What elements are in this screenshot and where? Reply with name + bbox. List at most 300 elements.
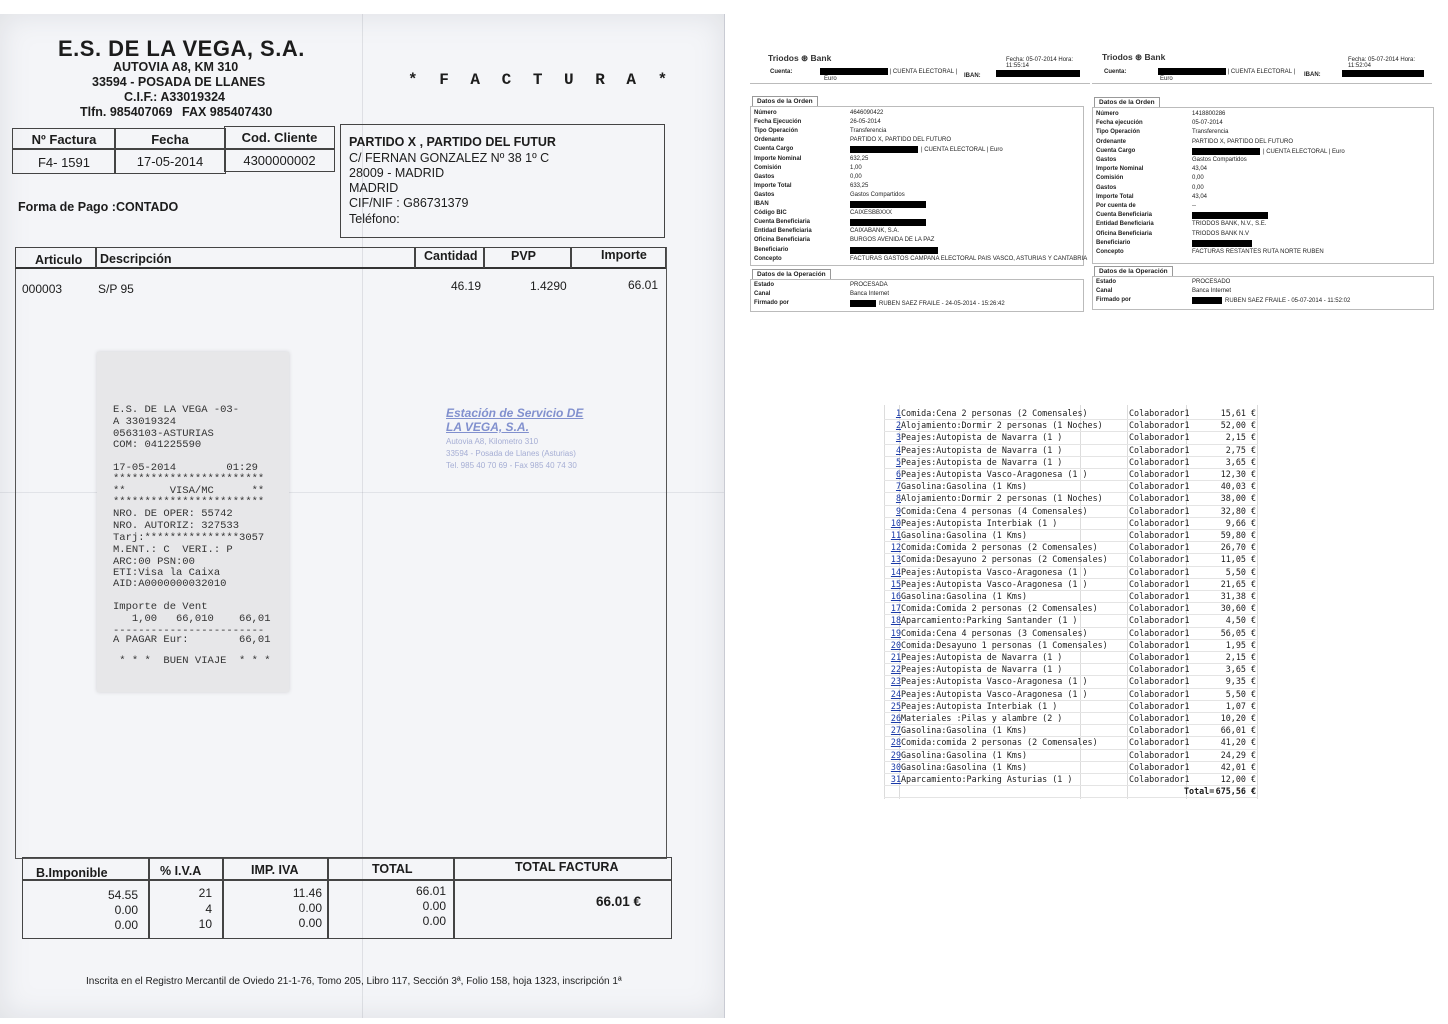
expense-number-link[interactable]: 30 — [890, 761, 901, 772]
field-value: BURGOS AVENIDA DE LA PAZ — [850, 237, 935, 244]
expense-collaborator: Colaborador1 — [1129, 591, 1190, 601]
field-label: Importe Nominal — [754, 155, 802, 162]
field-label: Estado — [754, 282, 775, 288]
field-label: Importe Nominal — [1096, 166, 1144, 173]
redacted-block — [996, 70, 1080, 77]
iban-value — [1342, 70, 1424, 77]
company-name: E.S. DE LA VEGA, S.A. — [58, 36, 305, 61]
receipt-line: ************************ — [113, 473, 265, 485]
expense-description: Alojamiento:Dormir 2 personas (1 Noches) — [901, 420, 1103, 431]
expense-collaborator: Colaborador1 — [1129, 774, 1190, 784]
expense-collaborator: Colaborador1 — [1129, 444, 1190, 455]
expense-number-link[interactable]: 1 — [895, 408, 901, 418]
receipt-line: E.S. DE LA VEGA -03- — [113, 404, 240, 416]
expense-collaborator: Colaborador1 — [1129, 615, 1190, 626]
client-code: 4300000002 — [224, 148, 335, 172]
bank-field-row — [1096, 120, 1426, 129]
field-label: Cuenta Cargo — [754, 146, 794, 153]
order-section-title: Datos de la Orden — [1094, 97, 1160, 107]
bank-field-row — [754, 300, 1084, 309]
bank-field-row — [1096, 279, 1426, 288]
expense-number-link[interactable]: 24 — [890, 688, 901, 699]
item-description: S/P 95 — [98, 282, 134, 296]
expense-number-link[interactable]: 27 — [890, 725, 901, 736]
field-label: Importe Total — [1096, 193, 1134, 200]
field-label: Concepto — [754, 255, 782, 262]
expense-number-link[interactable]: 29 — [890, 749, 901, 760]
field-value: PARTIDO X, PARTIDO DEL FUTURO — [1192, 138, 1294, 145]
receipt-line: ------------------------ — [113, 625, 265, 637]
field-label: Estado — [1096, 279, 1117, 285]
iva-amount: 0.00 — [298, 901, 322, 915]
redacted-block — [1158, 68, 1226, 75]
expense-collaborator: Colaborador1 — [1129, 603, 1190, 614]
field-value: 1418800286 — [1192, 111, 1226, 117]
expense-description: Peajes:Autopista Vasco-Aragonesa (1 ) — [901, 688, 1088, 699]
field-label: IBAN — [754, 201, 769, 207]
field-value: PROCESADA — [850, 282, 888, 288]
expense-number-link[interactable]: 10 — [890, 517, 901, 528]
base-value: 0.00 — [114, 903, 138, 917]
receipt-line: Tarj:***************3057 — [113, 532, 265, 544]
field-value — [850, 201, 929, 208]
iva-rate: 10 — [198, 917, 212, 931]
expense-description: Comida:Comida 2 personas (2 Comensales) — [901, 603, 1098, 614]
expense-row — [884, 675, 1258, 688]
field-value: Transferencia — [1192, 129, 1229, 136]
expense-description: Peajes:Autopista Vasco-Aragonesa (1 ) — [901, 578, 1088, 589]
expense-description: Gasolina:Gasolina (1 Kms) — [901, 481, 1028, 492]
expense-row — [884, 505, 1258, 518]
client-address: C/ FERNAN GONZALEZ Nº 38 1º C — [349, 151, 550, 165]
expense-description: Comida:Comida 2 personas (2 Comensales) — [901, 542, 1098, 553]
bank-field-row — [754, 137, 1084, 146]
base-value: 0.00 — [114, 918, 138, 932]
receipt-line: ** VISA/MC ** — [113, 485, 265, 497]
field-label: Oficina Beneficiaria — [1096, 230, 1153, 237]
expense-description: Peajes:Autopista de Navarra (1 ) — [901, 652, 1063, 662]
iva-rate: 4 — [205, 902, 212, 916]
account-value: | CUENTA ELECTORAL | — [820, 68, 957, 75]
expense-row — [884, 614, 1258, 627]
operation-section-title: Datos de la Operación — [752, 269, 831, 279]
field-value: TRIODOS BANK N.V — [1192, 230, 1250, 237]
expense-collaborator: Colaborador1 — [1129, 676, 1190, 687]
redacted-block — [1192, 297, 1222, 304]
expense-collaborator: Colaborador1 — [1129, 420, 1190, 431]
receipt-line: 0563103-ASTURIAS — [113, 428, 214, 440]
stamp-line: Tel. 985 40 70 69 - Fax 985 40 74 30 — [446, 461, 577, 470]
expense-number-link[interactable]: 4 — [895, 444, 901, 455]
receipt-line: ************************ — [113, 496, 265, 508]
receipt-line: ETI:Visa la Caixa — [113, 567, 221, 579]
company-stamp — [446, 406, 596, 470]
expense-description: Comida:Desayuno 2 personas (2 Comensales) — [901, 554, 1108, 565]
expense-number-link[interactable]: 12 — [890, 542, 901, 553]
field-value: Gastos Compartidos — [850, 191, 905, 198]
expense-description: Materiales :Pilas y alambre (2 ) — [901, 713, 1063, 723]
bank-field-row — [1096, 139, 1426, 148]
iva-rate: 21 — [198, 886, 212, 900]
expense-amount: 9,66 € — [1225, 517, 1256, 528]
col-total: TOTAL — [372, 862, 413, 876]
field-label: Gastos — [754, 173, 775, 180]
bank-field-row — [754, 219, 1084, 228]
client-name: PARTIDO X , PARTIDO DEL FUTUR — [349, 135, 556, 149]
field-label: Gastos — [1096, 157, 1117, 163]
expense-amount: 52,00 € — [1220, 420, 1256, 431]
invoice-number: F4- 1591 — [12, 148, 116, 174]
statement-date: Fecha: 05-07-2014 Hora: 11:55:14 — [1006, 57, 1074, 69]
field-value: TRIODOS BANK, N.V., S.E. — [1192, 221, 1267, 228]
expense-number-link[interactable]: 21 — [890, 652, 901, 662]
expense-row — [884, 456, 1258, 469]
bank-field-row — [1096, 175, 1426, 184]
expense-description: Gasolina:Gasolina (1 Kms) — [901, 725, 1028, 736]
expense-number-link[interactable]: 31 — [890, 774, 901, 784]
field-value: PARTIDO X, PARTIDO DEL FUTURO — [850, 137, 952, 144]
expense-description: Comida:Cena 2 personas (2 Comensales) — [901, 408, 1088, 418]
expense-number-link[interactable]: 25 — [890, 700, 901, 711]
redacted-block — [820, 68, 888, 75]
field-label: Entidad Beneficiaria — [1096, 221, 1154, 228]
expense-collaborator: Colaborador1 — [1129, 566, 1190, 577]
expense-number-link[interactable]: 20 — [890, 639, 901, 650]
expense-number-link[interactable]: 13 — [890, 554, 901, 565]
expense-description: Peajes:Autopista Vasco-Aragonesa (1 ) — [901, 566, 1088, 577]
expense-amount: 5,50 € — [1225, 566, 1256, 577]
col-iva: % I.V.A — [160, 864, 202, 878]
total-factura-value: 66.01 € — [596, 894, 642, 909]
field-label: Beneficiario — [1096, 239, 1131, 246]
expense-amount: 41,20 € — [1220, 737, 1256, 748]
redacted-block — [850, 300, 876, 307]
expense-amount: 3,65 € — [1225, 664, 1256, 675]
redacted-block — [1192, 240, 1252, 247]
client-province: MADRID — [349, 181, 399, 195]
field-label: Número — [1096, 111, 1119, 117]
stamp-title: Estación de Servicio DE LA VEGA, S.A. — [446, 406, 584, 434]
expense-amount: 56,05 € — [1220, 627, 1256, 638]
receipt-line: 1,00 66,010 66,01 — [113, 613, 271, 625]
receipt-line: A PAGAR Eur: 66,01 — [113, 634, 271, 646]
redacted-block — [1192, 212, 1268, 219]
expense-number-link[interactable]: 14 — [890, 566, 901, 577]
expense-number-link[interactable]: 22 — [890, 664, 901, 675]
field-label: Fecha Ejecución — [754, 119, 802, 126]
expense-collaborator: Colaborador1 — [1129, 688, 1190, 699]
expense-total-row — [884, 785, 1258, 798]
iban-label: IBAN: — [964, 73, 981, 79]
operation-section-title: Datos de la Operación — [1094, 266, 1173, 276]
expense-amount: 15,61 € — [1220, 408, 1256, 418]
field-label: Comisión — [754, 164, 782, 171]
expense-number-link[interactable]: 2 — [895, 420, 901, 431]
expense-row — [884, 663, 1258, 676]
expense-row — [884, 553, 1258, 566]
iban-label: IBAN: — [1304, 72, 1321, 78]
item-price: 1.4290 — [530, 279, 567, 293]
field-value: Banca Internet — [850, 291, 890, 298]
expense-collaborator: Colaborador1 — [1129, 517, 1190, 528]
field-label: Canal — [1096, 288, 1113, 295]
expense-collaborator: Colaborador1 — [1129, 530, 1190, 540]
expense-description: Gasolina:Gasolina (1 Kms) — [901, 591, 1028, 601]
expense-number-link[interactable]: 28 — [890, 737, 901, 748]
receipt-line: COM: 041225590 — [113, 439, 202, 451]
redacted-block — [850, 219, 926, 226]
bank-logo: Triodos ⊛ Bank — [768, 53, 832, 63]
expense-row — [884, 627, 1258, 640]
bank-field-row — [754, 146, 1084, 155]
expense-row — [884, 480, 1258, 493]
expense-number-link[interactable]: 11 — [890, 530, 901, 540]
expense-collaborator: Colaborador1 — [1129, 578, 1190, 589]
expense-collaborator: Colaborador1 — [1129, 408, 1190, 418]
expense-description: Alojamiento:Dormir 2 personas (1 Noches) — [901, 493, 1103, 504]
expense-description: Peajes:Autopista Interbiak (1 ) — [901, 700, 1058, 711]
receipt-line: 17-05-2014 01:29 — [113, 462, 258, 474]
bank-field-row — [754, 291, 1084, 300]
bank-field-row — [1096, 185, 1426, 194]
field-label: Código BIC — [754, 210, 787, 217]
account-currency: Euro — [1160, 76, 1173, 82]
expense-row — [884, 419, 1258, 432]
bank-field-row — [754, 128, 1084, 137]
expense-number-link[interactable]: 18 — [890, 615, 901, 626]
client-box — [340, 124, 665, 238]
field-label: Por cuenta de — [1096, 203, 1136, 209]
field-label: Gastos — [754, 191, 775, 198]
expense-amount: 5,50 € — [1225, 688, 1256, 699]
bank-field-row — [1096, 203, 1426, 212]
bank-field-row — [754, 156, 1084, 165]
expense-row — [884, 566, 1258, 579]
bank-field-row — [1096, 166, 1426, 175]
col-descripcion: Descripción — [100, 252, 172, 266]
bank-field-row — [754, 201, 1084, 210]
item-amount: 66.01 — [628, 278, 659, 292]
expense-description: Aparcamiento:Parking Santander (1 ) — [901, 615, 1078, 626]
statement-date: Fecha: 05-07-2014 Hora: 11:52:04 — [1348, 57, 1416, 69]
redacted-block — [850, 247, 938, 254]
invoice-date: 17-05-2014 — [114, 148, 226, 174]
expense-description: Comida:comida 2 personas (2 Comensales) — [901, 737, 1098, 748]
expense-amount: 3,65 € — [1225, 456, 1256, 467]
field-label: Concepto — [1096, 249, 1124, 255]
bank-field-row — [754, 165, 1084, 174]
item-code: 000003 — [22, 282, 63, 296]
expense-collaborator: Colaborador1 — [1129, 639, 1190, 650]
expense-collaborator: Colaborador1 — [1129, 713, 1190, 723]
iva-amount: 0.00 — [298, 916, 322, 930]
payment-method: CONTADO — [116, 200, 179, 214]
field-label: Fecha ejecución — [1096, 120, 1143, 127]
receipt-line: NRO. AUTORIZ: 327533 — [113, 520, 240, 532]
expense-description: Gasolina:Gasolina (1 Kms) — [901, 530, 1028, 540]
field-value: | CUENTA ELECTORAL | Euro — [1192, 148, 1345, 155]
expense-description: Peajes:Autopista Interbiak (1 ) — [901, 517, 1058, 528]
redacted-block — [850, 146, 918, 153]
expense-collaborator: Colaborador1 — [1129, 481, 1190, 492]
expense-amount: 40,03 € — [1220, 481, 1256, 492]
field-value: 0,00 — [1192, 175, 1204, 182]
field-value: 05-07-2014 — [1192, 120, 1223, 127]
iva-amount: 11.46 — [292, 886, 322, 900]
bank-field-row — [1096, 297, 1426, 306]
expense-number-link[interactable]: 16 — [890, 591, 901, 601]
expense-amount: 2,15 € — [1225, 432, 1256, 443]
col-articulo: Articulo — [35, 253, 83, 267]
bank-field-row — [754, 237, 1084, 246]
expense-collaborator: Colaborador1 — [1129, 737, 1190, 748]
expense-amount: 32,80 € — [1220, 505, 1256, 516]
expense-amount: 31,38 € — [1220, 591, 1256, 601]
expense-number-link[interactable]: 8 — [895, 493, 901, 504]
expense-number-link[interactable]: 23 — [890, 676, 901, 687]
expense-row — [884, 724, 1258, 737]
expense-amount: 24,29 € — [1220, 749, 1256, 760]
expense-row — [884, 700, 1258, 713]
redacted-block — [850, 201, 926, 208]
expense-collaborator: Colaborador1 — [1129, 725, 1190, 736]
client-city: 28009 - MADRID — [349, 166, 445, 180]
invoice-page — [0, 14, 725, 1018]
expense-number-link[interactable]: 3 — [895, 432, 901, 443]
field-value: Transferencia — [850, 128, 887, 135]
company-address: 33594 - POSADA DE LLANES — [92, 75, 266, 89]
company-phone: Tlfn. 985407069 — [80, 105, 173, 119]
expense-number-link[interactable]: 5 — [895, 456, 901, 467]
expense-number-link[interactable]: 15 — [890, 578, 901, 589]
bank-field-row — [1096, 240, 1426, 249]
field-value: 26-05-2014 — [850, 119, 881, 126]
field-value — [850, 247, 941, 254]
redacted-block — [1342, 70, 1424, 77]
expense-description: Peajes:Autopista de Navarra (1 ) — [901, 456, 1063, 467]
bank-statement-2 — [1092, 38, 1437, 310]
field-label: Cuenta Beneficiaria — [1096, 212, 1153, 219]
field-label: Ordenante — [1096, 138, 1127, 145]
field-value: Gastos Compartidos — [1192, 157, 1247, 163]
expense-amount: 26,70 € — [1220, 542, 1256, 553]
field-value: 633,25 — [850, 182, 869, 189]
field-label: Tipo Operación — [754, 128, 798, 135]
registry-footer: Inscrita en el Registro Mercantil de Oviedo 21-1-76, Tomo 205, Libro 117, Sección 3ª, Folio 158, hoja 1323, inscripción 1ª — [86, 976, 622, 987]
expense-description: Gasolina:Gasolina (1 Kms) — [901, 761, 1028, 772]
bank-field-row — [754, 192, 1084, 201]
field-value: CAIXABANK, S.A. — [850, 228, 900, 235]
expense-description: Comida:Cena 4 personas (3 Comensales) — [901, 627, 1088, 638]
expense-description: Peajes:Autopista de Navarra (1 ) — [901, 664, 1063, 675]
expense-description: Gasolina:Gasolina (1 Kms) — [901, 749, 1028, 760]
field-value: RUBEN SAEZ FRAILE - 24-05-2014 - 15:26:42 — [850, 300, 1005, 307]
expense-number-link[interactable]: 26 — [890, 713, 901, 723]
expense-amount: 1,07 € — [1225, 700, 1256, 711]
field-label: Cuenta Cargo — [1096, 147, 1136, 154]
expense-amount: 59,80 € — [1220, 530, 1256, 540]
field-label: Comisión — [1096, 175, 1124, 182]
field-value: -- — [1192, 203, 1196, 209]
expense-collaborator: Colaborador1 — [1129, 432, 1190, 443]
expense-amount: 30,60 € — [1220, 603, 1256, 614]
col-base: B.Imponible — [36, 866, 108, 880]
expense-number-link[interactable]: 9 — [895, 505, 901, 516]
bank-field-row — [754, 183, 1084, 192]
field-value: RUBEN SAEZ FRAILE - 05-07-2014 - 11:52:02 — [1192, 297, 1350, 304]
bank-field-row — [1096, 129, 1426, 138]
client-phone: Teléfono: — [349, 212, 400, 226]
field-value: CAIXESBBXXX — [850, 210, 893, 217]
expense-amount: 2,75 € — [1225, 444, 1256, 455]
account-value: | CUENTA ELECTORAL | — [1158, 68, 1295, 75]
expense-number-link[interactable]: 17 — [890, 603, 901, 614]
order-section-title: Datos de la Orden — [752, 96, 818, 106]
company-fax: FAX 985407430 — [182, 105, 273, 119]
expense-description: Peajes:Autopista de Navarra (1 ) — [901, 444, 1063, 455]
invoice-number-header: Nº Factura — [12, 128, 116, 150]
field-label: Entidad Beneficiaria — [754, 228, 812, 235]
expense-row — [884, 541, 1258, 554]
field-value: 1,00 — [850, 164, 862, 171]
receipt-line: M.ENT.: C VERI.: P — [113, 544, 233, 556]
field-value — [1192, 212, 1271, 219]
total-value: 0.00 — [422, 914, 446, 928]
field-value: FACTURAS RESTANTES RUTA NORTE RUBEN — [1192, 249, 1324, 255]
expense-amount: 2,15 € — [1225, 652, 1256, 662]
expense-amount: 38,00 € — [1220, 493, 1256, 504]
account-label: Cuenta: — [770, 69, 793, 75]
expense-collaborator: Colaborador1 — [1129, 554, 1190, 565]
expense-row — [884, 444, 1258, 457]
expense-collaborator: Colaborador1 — [1129, 749, 1190, 760]
expense-amount: 42,01 € — [1220, 761, 1256, 772]
receipt-line: A 33019324 — [113, 416, 177, 428]
bank-field-row — [1096, 194, 1426, 203]
field-value: FACTURAS GASTOS CAMPANA ELECTORAL PAIS VASCO, ASTURIAS Y CANTABRIA — [850, 255, 1088, 262]
field-label: Ordenante — [754, 137, 785, 144]
expense-amount: 1,95 € — [1225, 639, 1256, 650]
expense-row — [884, 749, 1258, 762]
expense-number-link[interactable]: 7 — [895, 481, 901, 492]
expense-number-link[interactable]: 6 — [895, 469, 901, 479]
col-pvp: PVP — [511, 249, 537, 263]
col-cantidad: Cantidad — [424, 249, 478, 263]
expense-number-link[interactable]: 19 — [890, 627, 901, 638]
expense-collaborator: Colaborador1 — [1129, 664, 1190, 675]
bank-field-row — [754, 210, 1084, 219]
col-importe: Importe — [601, 248, 647, 262]
field-value: 0,00 — [850, 173, 862, 180]
document-title: * F A C T U R A * — [408, 71, 674, 89]
field-value: 43,04 — [1192, 193, 1208, 200]
field-label: Firmado por — [1096, 297, 1132, 304]
expense-amount: 12,30 € — [1220, 469, 1256, 479]
bank-field-row — [754, 228, 1084, 237]
total-value: 66.01 — [415, 884, 446, 898]
bank-field-row — [1096, 231, 1426, 240]
stamp-line: Autovia A8, Kilometro 310 — [446, 437, 539, 446]
expense-collaborator: Colaborador1 — [1129, 627, 1190, 638]
redacted-block — [1192, 148, 1260, 155]
expense-row — [884, 431, 1258, 444]
expense-amount: 10,20 € — [1220, 713, 1256, 723]
expense-row — [884, 761, 1258, 774]
expense-collaborator: Colaborador1 — [1129, 700, 1190, 711]
bank-logo: Triodos ⊛ Bank — [1102, 52, 1166, 62]
bank-field-row — [1096, 212, 1426, 221]
bank-field-row — [1096, 249, 1426, 258]
